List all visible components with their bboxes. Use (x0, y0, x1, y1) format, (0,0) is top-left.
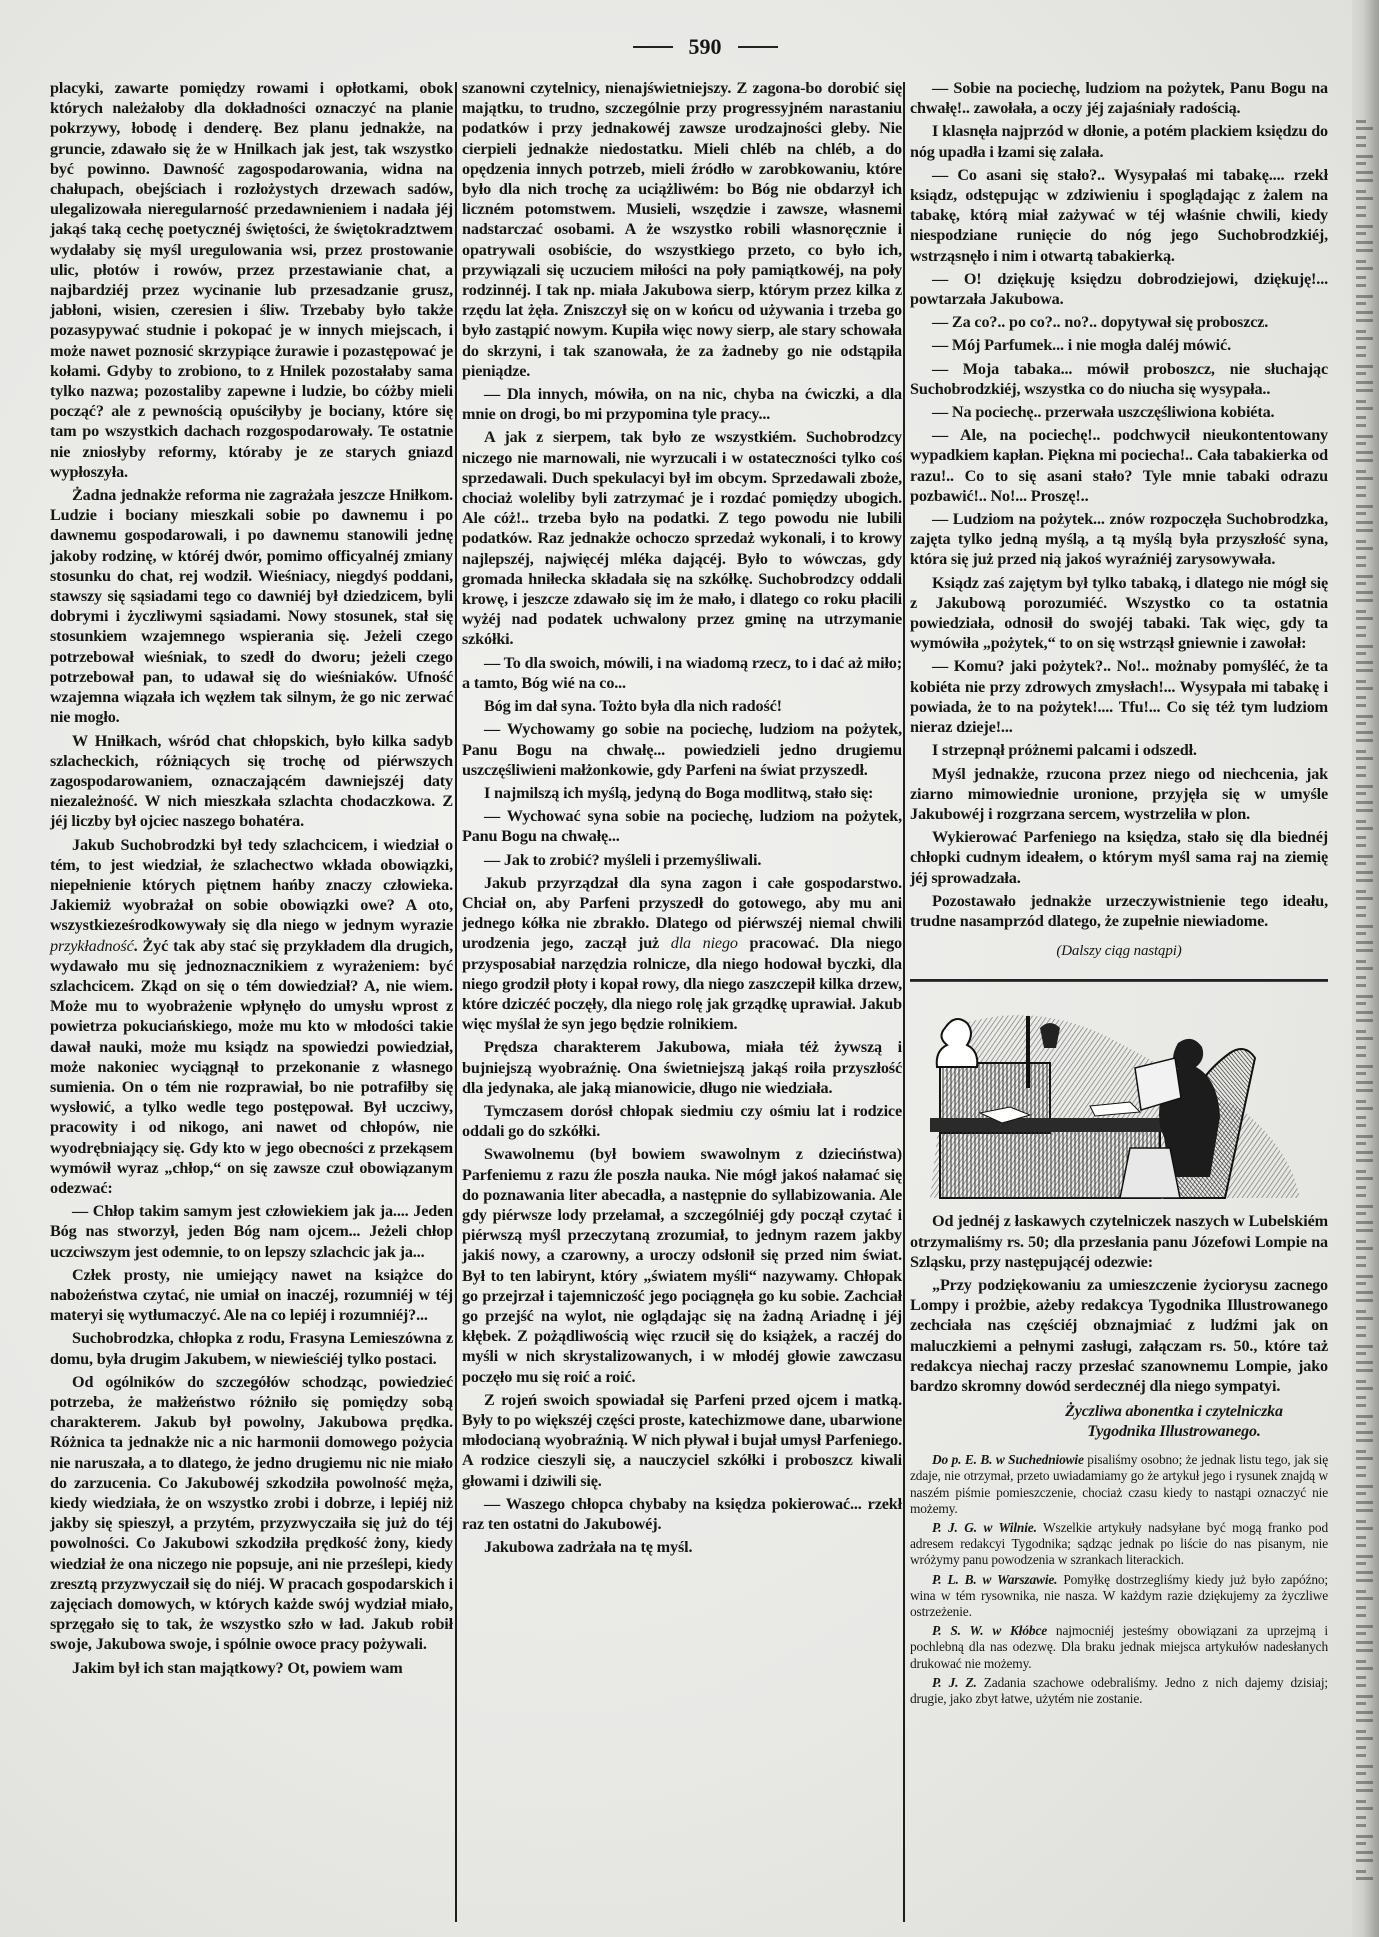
bleed-text-line (1356, 1667, 1373, 1670)
bleed-text-line (1356, 1380, 1366, 1383)
notice-paragraph: Od jednéj z łaskawych czytelniczek naszych w Lubelskiém otrzymaliśmy rs. 50; dla przesłania panu Józefowi Lompie na Szląsku, przy następującéj odezwie: (910, 1212, 1328, 1271)
paragraph: Jakubowa zadrżała na tę myśl. (484, 1538, 693, 1557)
paragraph: — Mój Parfumek... i nie mogła daléj mówić. (932, 336, 1231, 355)
bleed-text-line (1356, 1177, 1373, 1180)
bleed-text-line (1356, 1352, 1366, 1355)
paragraph: — Za co?.. po co?.. no?.. dopytywał się proboszcz. (932, 313, 1269, 332)
paragraph: I strzepnął próżnemi palcami i odszedł. (932, 741, 1197, 760)
paragraph: I klasnęła najprzód w dłonie, a potém plackiem księdzu do nóg upadła i łzami się zalała. (910, 122, 1328, 161)
bleed-text-line (1356, 739, 1373, 742)
bleed-text-line (1356, 1135, 1373, 1138)
bleed-text-line (1356, 442, 1366, 445)
bleed-text-line (1356, 599, 1373, 602)
bleed-text-line (1356, 1835, 1373, 1838)
bleed-text-line (1356, 1030, 1366, 1033)
bleed-text-line (1356, 1625, 1373, 1628)
bleed-text-line (1356, 512, 1366, 515)
paragraph: — Moja tabaka... mówił proboszcz, nie słuchając Suchobrodzkiéj, wszystka co do niucha się wysypała.. (910, 359, 1328, 398)
bleed-text-line (1356, 696, 1366, 699)
bleed-text-line (1356, 1877, 1373, 1880)
bleed-text-line (1356, 967, 1373, 970)
continuation-note: (Dalszy ciąg nastąpi) (1056, 943, 1182, 960)
notice-quote: „Przy podziękowaniu za umieszczenie życiorysu zacnego Lompy i prożbie, ażeby redakcya Tygodnika Illustrowanego zechciała nas częściéj obznajmiać z ludźmi jak on maluczkiemi a pełnymi zasługi, załączam rs. 50., które taż redakcya niechaj raczy przesłać szanownemu Lompie, jako bardzo skromny dowód serdecznéj dla niego sympatyi. (910, 1275, 1328, 1395)
bleed-text-line (1356, 389, 1373, 392)
bleed-text-line (1356, 547, 1373, 550)
paragraph: Ksiądz zaś zajętym był tylko tabaką, i dlatego nie mógł się z Jakubową porozumiéć. Wszystko co ta ostatnia powiedziała, odnosił do swojéj tabaki. Tak więc, gdy ta wymówiła „pożytek,“ to on się wstrząsł gniewnie i zawołał: (910, 573, 1328, 653)
bleed-text-line (1356, 1870, 1366, 1873)
paragraph: A jak z sierpem, tak było ze wszystkiém. Suchobrodzcy niczego nie marnowali, nie wyrzucali i w ostateczności tylko coś sprzedawali. Duch spekulacyi był im obcym. Sprzedawali zboże, chociaż woleliby byli zatrzymać je i rozdać pomiędzy ubogich. Ale cóż!.. trzeba było na podatki. Z tego powodu nie lubili podatków. Raz jednakże ochoczo sprzedaż wykonali, i to krowy najlepszéj, najwięcéj mléka dającéj. Było to wówczas, gdy gromada hniłecka składała się na szkółkę. Suchobrodzcy oddali krowę, i jeszcze zdawało się im że mało, i dlatego co roku płacili wyżéj nad podatek uchwalony przez gminę na utrzymanie szkółki. (462, 428, 902, 649)
bleed-text-line (1356, 1816, 1366, 1819)
bleed-text-line (1356, 925, 1373, 928)
bleed-text-line (1356, 295, 1373, 298)
bleed-text-line (1356, 337, 1373, 340)
signature-line: Tygodnika Illustrowanego. (1087, 1423, 1261, 1441)
bleed-text-line (1356, 407, 1373, 410)
desk-top (930, 1118, 1180, 1132)
bleed-text-line (1356, 1439, 1373, 1442)
bleed-text-line (1356, 645, 1373, 648)
bleed-text-line (1356, 179, 1373, 182)
bleed-text-line (1356, 416, 1366, 419)
bleed-text-line (1356, 1730, 1366, 1733)
bleed-text-line (1356, 1536, 1366, 1539)
paragraph: — O! dziękuję księdzu dobrodziejowi, dziękuję!... powtarzała Jakubowa. (910, 269, 1328, 309)
bleed-text-line (1356, 1859, 1373, 1862)
paragraph: Swawolnemu (był bowiem swawolnym z dzieciństwa) Parfeniemu z razu źle poszła nauka. Nie mógł jakoś nałamać się do poznawania liter abecadła, a następnie do syllabizowania. Ale gdy piérwsze lody przełamał, a szczególniéj gdy począł czytać i piérwszą myśl przeczytaną zrozumiał, to jednym razem jakby jakiś nowy, a czarowny, a uroczy odsłonił się przed nim świat. Był to ten labirynt, który „światem myśli“ nazywamy. Chłopak go przejrzał i tajemniczość jego pociągnęła go ku sobie. Zachciał go przejść na wylot, nie oglądając się na żadną Ariadnę i jéj kłębek. Z pożądliwością więc rzucił się do książek, a raczéj do myśli w nich skrystalizowanych, i w młodéj głowie zawczasu poczęło mu się roić a roić. (462, 1145, 902, 1386)
bleed-text-line (1356, 1326, 1366, 1329)
bleed-text-line (1356, 801, 1373, 804)
bleed-text-line (1356, 1256, 1366, 1259)
column-right (910, 78, 1328, 1710)
bleed-text-line (1356, 941, 1373, 944)
bleed-text-line (1356, 687, 1373, 690)
column-rule-1 (455, 82, 457, 1922)
bleed-text-line (1356, 1299, 1373, 1302)
column-middle (462, 78, 902, 1560)
bleed-text-line (1356, 477, 1373, 480)
bleed-text-line (1356, 1765, 1373, 1768)
paragraph: Żadna jednakże reforma nie zagrażała jeszcze Hniłkom. Ludzie i bociany mieszkali sobie po dawnemu i po dawnemu gospodarowali, i po dawnemu stanowili jednę jakoby rodzinę, w któréj dwór, pomimo officyalnéj zmiany stosunku do chat, rej wodził. Wieśniacy, niegdyś poddani, stawszy się sąsiadami tego co dawniéj był dziedzicem, byli dobrymi i życzliwymi sąsiadami. Nowy stosunek, stał się stosunkiem wzajemnego wspierania się. Jeżeli czego potrzebował wieśniak, to szedł do dworu; jeżeli czego potrzebował pan, to udawał się do wieśniaków. Ufność wzajemna wiązała ich węzłem tak silnym, że go nic zerwać nie mogło. (50, 486, 453, 727)
bleed-text-line (1356, 914, 1366, 917)
bleed-text-line (1356, 1632, 1366, 1635)
bleed-text-line (1356, 1205, 1373, 1208)
bleed-text-line (1356, 1019, 1373, 1022)
bleed-text-line (1356, 470, 1366, 473)
bleed-text-line (1356, 785, 1373, 788)
paragraph: Od ogólników do szczegółów schodząc, powiedzieć potrzeba, że małżeństwo różniło się pomiędzy sobą charakterem. Jakub był powolny, Jakubowa prędka. Różnica ta jednakże nic a nic harmonii domowego pożycia nie naruszała, a to dlatego, że jedno drugiemu nic nie miało do zarzucenia. Co Jakubowéj szkodziła powolność męża, kiedy wiedziała, że on wszystko zrobi i dobrze, i lepiéj niż jakby się spieszył, a przytém, przyzwyczaiła się już do téj powolności. Co Jakubowi szkodziła prędkość żony, kiedy wiedział że ona niczego nie popsuje, ani nie prześlepi, kiedy zresztą przyzwyczaił się do niéj. W pracach gospodarskich i zajęciach domowych, w których każde swój wydział miało, sprzęgało się to tak, że wszystko szło w ład. Jakub robił swoje, Jakubowa swoje, i spólnie owoce pracy pożywali. (50, 1372, 453, 1654)
bleed-text-line (1356, 1711, 1373, 1714)
paragraph: Myśl jednakże, rzucona przez niego od niechcenia, jak ziarno mimowiednie uronione, przyjęła się w umyśle Jakubowéj i rozgrzana sercem, wystrzeliła w plon. (910, 764, 1328, 823)
bleed-text-line (1356, 284, 1366, 287)
column-rule-2 (903, 82, 905, 1922)
bleed-text-line (1356, 1361, 1373, 1364)
bleed-text-line (1356, 346, 1366, 349)
emphasis: przykładność (50, 936, 134, 955)
bleed-text-line (1356, 1579, 1373, 1582)
bleed-text-line (1356, 1649, 1373, 1652)
bleed-text-line (1356, 1334, 1366, 1337)
bleed-text-line (1356, 276, 1366, 279)
bleed-text-line (1356, 1485, 1373, 1488)
bleed-text-line (1356, 486, 1366, 489)
notice-signature (910, 1402, 1318, 1442)
adjacent-page-edge (1352, 0, 1379, 1937)
paragraph: Z rojeń swoich spowiadał się Parfeni przed ojcem i matką. Były to po większéj części proste, katechizmowe dane, ubarwione młodocianą wyobraźnią. W nich pływał i bujał umysł Parfeniego. A rodzice cieszyli się, a nauczyciel szkółki i proboszcz kiwali głowami i dziwili się. (462, 1390, 902, 1490)
recipient: P. J. G. w Wilnie. (932, 1519, 1037, 1535)
bleed-text-line (1356, 774, 1366, 777)
bleed-text-line (1356, 1824, 1366, 1827)
bleed-text-line (1356, 995, 1373, 998)
paragraph: Suchobrodzka, chłopka z rodu, Frasyna Lemieszówna z domu, była drugim Jakubem, w niewieściéj tylko postaci. (50, 1329, 453, 1368)
paragraph: — Ludziom na pożytek... znów rozpoczęła Suchobrodzka, zajęta tylko jedną myślą, a tą myślą była przyszłość syna, która się już przed nią jakoś wyraźniéj zarysowywała. (910, 510, 1328, 569)
bleed-text-line (1356, 400, 1366, 403)
paragraph: Człek prosty, nie umiejący nawet na książce do nabożeństwa czytać, nie umiał on inaczéj, rozumniéj w téj materyi się wytłumaczyć. Ale na co lepiéj i rozumniéj?... (50, 1265, 453, 1325)
bleed-text-line (1356, 1807, 1373, 1810)
emphasis: dla niego (670, 934, 738, 953)
bleed-text-line (1356, 1317, 1373, 1320)
paragraph: — Waszego chłopca chybaby na księdza pokierować... rzekł raz ten ostatni do Jakubowéj. (462, 1494, 902, 1534)
recipient: Do p. E. B. w Suchedniowie (932, 1452, 1084, 1468)
paragraph: — Dla innych, mówiła, on na nic, chyba na ćwiczki, a dla mnie on drogi, bo mi przypomina tyle pracy... (462, 385, 902, 424)
paragraph: — Jak to zrobić? myśleli i przemyśliwali. (484, 850, 762, 869)
bleed-text-line (1356, 932, 1366, 935)
correspondence-item: P. J. G. w Wilnie. Wszelkie artykuły nadsyłane być mogą franko pod adresem redakcyi Tygodnika; sądząc jednak po liście do nas pisanym, nie wróżymy panu powodzenia w szrankach literackich. (910, 1519, 1328, 1568)
bleed-text-line (1356, 766, 1366, 769)
bleed-text-line (1356, 1842, 1366, 1845)
bleed-text-line (1356, 652, 1366, 655)
bleed-text-line (1356, 1746, 1366, 1749)
bleed-text-line (1356, 1695, 1373, 1698)
bleed-text-line (1356, 1124, 1366, 1127)
bleed-text-line (1356, 1240, 1366, 1243)
bleed-text-line (1356, 372, 1366, 375)
paragraph: I najmilszą ich myślą, jedyną do Boga modlitwą, stało się: (484, 783, 874, 802)
bleed-text-line (1356, 1466, 1366, 1469)
bleed-text-line (1356, 1737, 1373, 1740)
paragraph: Wykierować Parfeniego na księdza, stało się dla biednéj chłopki cudnym ideałem, o którym myśl sama raj na ziemię jéj sprowadzała. (910, 828, 1328, 887)
bleed-text-line (1356, 1800, 1366, 1803)
page-number-header (620, 34, 790, 60)
engraving-illustration (910, 988, 1328, 1203)
bleed-text-line (1356, 232, 1366, 235)
bleed-text-line (1356, 267, 1373, 270)
bleed-text-line (1356, 1676, 1366, 1679)
bleed-text-line (1356, 1404, 1366, 1407)
bleed-text-line (1356, 214, 1366, 217)
bleed-text-line (1356, 1046, 1366, 1049)
bleed-text-line (1356, 591, 1373, 594)
bleed-text-line (1356, 575, 1373, 578)
paragraph: — Chłop takim samym jest człowiekiem jak ja.... Jeden Bóg nas stworzył, jeden Bóg nam ojcem... Jeżeli chłop uczciwszym jest odemnie, to on lepszy szlachcic jak ja... (50, 1202, 453, 1261)
bleed-text-line (1356, 1151, 1373, 1154)
bleed-text-line (1356, 610, 1366, 613)
bleed-text-line (1356, 1520, 1366, 1523)
bleed-text-line (1356, 634, 1366, 637)
bleed-text-line (1356, 1851, 1373, 1854)
bleed-text-line (1356, 750, 1366, 753)
bleed-text-line (1356, 451, 1373, 454)
bleed-text-line (1356, 715, 1373, 718)
correspondence-item: P. J. Z. Zadania szachowe odebraliśmy. Jedno z nich dajemy dzisiaj; drugie, jako zbyt łatwe, użytém nie zostanie. (910, 1674, 1328, 1706)
bleed-text-line (1356, 1011, 1373, 1014)
bleed-text-line (1356, 505, 1373, 508)
bleed-text-line (1356, 1754, 1366, 1757)
bleed-text-line (1356, 1641, 1373, 1644)
bleed-text-line (1356, 1275, 1373, 1278)
bleed-text-line (1356, 1614, 1366, 1617)
bleed-text-line (1356, 1072, 1366, 1075)
signature-line: Życzliwa abonentka i czytelniczka (1065, 1403, 1283, 1421)
column-left (50, 78, 453, 1681)
bleed-text-line (1356, 669, 1373, 672)
bleed-text-line (1356, 1054, 1366, 1057)
bleed-text-line (1356, 381, 1373, 384)
correspondence-item: P. L. B. w Warszawie. Pomyłkę dostrzegliśmy kiedy już było zapóźno; wina w tém rysownika, nie nasza. W każdym razie dziękujemy za życzliwe ostrzeżenie. (910, 1571, 1329, 1619)
bleed-text-line (1356, 311, 1373, 314)
bleed-text-line (1356, 302, 1366, 305)
paragraph: Jakim był ich stan majątkowy? Ot, powiem wam (72, 1658, 403, 1677)
bleed-text-line (1356, 1100, 1366, 1103)
bleed-text-line (1356, 617, 1373, 620)
bleed-text-line (1356, 890, 1366, 893)
man-legs (1120, 1148, 1180, 1198)
bleed-text-line (1356, 1431, 1373, 1434)
bleed-text-line (1356, 1719, 1373, 1722)
bleed-text-line (1356, 661, 1373, 664)
paragraph: — Wychowamy go sobie na pociechę, ludziom na pożytek, Panu Bogu na chwałę... powiedzieli jedno drugiemu uszczęśliwieni małżonkowie, gdy Parfeni na świat przyszedł. (462, 720, 902, 779)
correspondence-item: Do p. E. B. w Suchedniowie pisaliśmy osobno; że jednak listu tego, jak się zdaje, nie otrzymał, przeto uwiadamiamy go że artykuł jego i rysunek znajdą w naszém piśmie pomieszczenie, chociaż czasu kiedy to nastąpi oznaczyć nie możemy. (910, 1452, 1328, 1516)
paragraph: — Sobie na pociechę, ludziom na pożytek, Panu Bogu na chwałę!.. zawołała, a oczy jéj zajaśniały radością. (910, 79, 1328, 118)
bleed-text-line (1356, 680, 1366, 683)
paragraph: — To dla swoich, mówili, i na wiadomą rzecz, to i dać aż miło; a tamto, Bóg wié na co... (462, 653, 902, 692)
bleed-text-line (1356, 1702, 1366, 1705)
bleed-text-line (1356, 120, 1366, 123)
recipient: P. L. B. w Warszawie. (932, 1571, 1058, 1587)
paragraph: — Wychować syna sobie na pociechę, ludziom na pożytek, Panu Bogu na chwałę... (462, 807, 902, 846)
bleed-text-line (1356, 1684, 1366, 1687)
bleed-text-line (1356, 1527, 1373, 1530)
bleed-text-line (1356, 1116, 1366, 1119)
bleed-text-line (1356, 949, 1373, 952)
bleed-text-line (1356, 836, 1366, 839)
recipient: P. S. W. w Kłóbce (932, 1623, 1048, 1639)
bleed-text-line (1356, 582, 1366, 585)
paragraph: W Hniłkach, wśród chat chłopskich, było kilka sadyb szlacheckich, różniących się trochę od piérwszych zagospodarowaniem, oznaczającém dawniejszéj daty niezależność. W nich mieszkała szlachta chodaczkowa. Z jéj liczby był ojciec naszego bohatéra. (50, 731, 453, 831)
section-divider (910, 979, 1328, 982)
bleed-text-line (1356, 424, 1366, 427)
bleed-text-line (1356, 155, 1373, 158)
bleed-text-line (1356, 556, 1366, 559)
bleed-text-line (1356, 704, 1366, 707)
bleed-text-line (1356, 127, 1373, 130)
paragraph: placyki, zawarte pomiędzy rowami i opłotkami, obok których należałoby dla dokładności oznaczyć na planie pokrzywy, łobodę i denderę. Bez planu jednakże, na gruncie, zdawało się że w Hnilkach jak jest, tak wszystko być powinno. Dawność zagospodarowania, widna na chałupach, obejściach i rozłożystych drzewach sadów, ulegalizowała nieregularność przedawnieniem i nadała jéj jakąś taką cechę poetycznéj świętości, że świętokradztwem wydałaby się myśl uregulowania wsi, przez prostowanie ulic, płotów i rowów, przez przestawianie chat, a najbardziéj przez wycinanie lub przesadzanie grusz, jabłoni, wisien, czeresien i śliw. Trzebaby było także pozasypywać studnie i pokopać je w innych miejscach, i może nawet poznosić skrzypiące żurawie i pozastępować je kołami. Gdyby to zrobiono, to z Hnilek pozostałaby sama tylko nazwa; pozostaliby zapewne i ludzie, bo cóżby mieli począć? ale z pewnością opuściłyby je bociany, które się tam po wszystkich dachach rozgospodarowały. Te ostatnie nie zniosłyby reformy, któraby je ze starych gniazd wypłoszyła. (50, 79, 453, 481)
recipient: P. J. Z. (932, 1674, 977, 1690)
bleed-text-line (1356, 1170, 1366, 1173)
bleed-text-line (1356, 136, 1366, 139)
bleed-text-line (1356, 722, 1366, 725)
bleed-text-line (1356, 1606, 1366, 1609)
bleed-text-line (1356, 319, 1373, 322)
rule-right (738, 46, 778, 48)
bleed-text-line (1356, 1221, 1373, 1224)
paragraph: — Co asani się stało?.. Wysypałaś mi tabakę.... rzekł ksiądz, odstępując w zdziwieniu i spoglądając z żalem na tabakę, którą miał zażywać w téj właśnie chwili, kiedy niespodziane runięcie do nóg jego Suchobrodzkiéj, wstrząsnęło i nim i otwartą tabakierką. (910, 165, 1328, 265)
bleed-text-line (1356, 1081, 1373, 1084)
bleed-text-line (1356, 1065, 1373, 1068)
bleed-text-line (1356, 1247, 1373, 1250)
rule-left (633, 46, 673, 48)
bleed-text-line (1356, 1194, 1366, 1197)
bleed-text-line (1356, 906, 1366, 909)
bleed-text-line (1356, 1492, 1366, 1495)
bleed-text-line (1356, 241, 1373, 244)
bleed-text-line (1356, 862, 1366, 865)
bleed-text-line (1356, 792, 1366, 795)
bleed-text-line (1356, 1597, 1373, 1600)
bleed-text-line (1356, 144, 1366, 147)
bleed-text-line (1356, 521, 1373, 524)
paragraph: Prędsza charakterem Jakubowa, miała téż żywszą i bujniejszą wyobraźnię. Ona świetniejszą jakąś roiła przyszłość dla jedynaka, ale jaką mianowicie, długo nie wiedziała. (462, 1038, 902, 1097)
bleed-text-line (1356, 1590, 1366, 1593)
bleed-text-line (1356, 162, 1366, 165)
paragraph: Pozostawało jednakże urzeczywistnienie tego ideału, trudne nasamprzód dlatego, że zupełnie niewiadome. (910, 891, 1328, 930)
bleed-text-line (1356, 171, 1373, 174)
bleed-text-line (1356, 564, 1366, 567)
bleed-text-line (1356, 365, 1373, 368)
paragraph: Bóg im dał syna. Tożto była dla nich radość! (484, 697, 782, 716)
bleed-text-line (1356, 757, 1373, 760)
bleed-text-line (1356, 827, 1373, 830)
paragraph: Tymczasem dorósł chłopak siedmiu czy ośmiu lat i rodzice oddali go do szkółki. (462, 1101, 902, 1141)
bleed-text-line (1356, 206, 1366, 209)
bleed-text-line (1356, 1159, 1373, 1162)
bleed-text-line (1356, 1509, 1373, 1512)
bleed-text-line (1356, 529, 1373, 532)
bleed-text-line (1356, 1107, 1373, 1110)
bleed-text-line (1356, 1310, 1366, 1313)
paragraph: — Ale, na pociechę!.. podchwycił nieukontentowany wypadkiem kapłan. Piękna mi pociecha!.. Cała tabakierka od razu!.. Co to się asani stało? Tyle mnie tabaki odrazu pozbawić!.. No!... Proszę!.. (910, 426, 1328, 505)
bleed-text-line (1356, 1142, 1366, 1145)
bleed-text-line (1356, 1291, 1373, 1294)
bleed-text-line (1356, 820, 1366, 823)
bleed-text-line (1356, 984, 1366, 987)
bleed-text-line (1356, 871, 1373, 874)
bleed-text-line (1356, 435, 1373, 438)
paragraph: Jakub przyrządzał dla syna zagon i całe gospodarstwo. Chciał on, aby Parfeni przyszedł do gotowego, aby mu ani jednego kółka nie zbrakło. Dlatego od piérwszéj niemal chwili urodzenia jego, zaczął już dla niego pracować. Dla niego przysposabiał narzędzia rolnicze, dla niego hodował byczki, dla niego grodził płoty i kopał rowy, dla niego zaszczepił kilka drzew, które dziczéć poczęły, dla niego rolę jak grządkę uprawiał. Jakub więc myślał że syn jego będzie rolnikiem. (462, 873, 902, 1034)
bleed-text-line (1356, 1450, 1366, 1453)
bleed-text-line (1356, 844, 1366, 847)
bleed-text-line (1356, 1772, 1366, 1775)
bleed-text-line (1356, 897, 1373, 900)
bleed-text-line (1356, 354, 1366, 357)
bleed-text-line (1356, 494, 1366, 497)
bleed-text-line (1356, 1002, 1366, 1005)
paragraph: szanowni czytelnicy, nienajświetniejszy. Z zagona-bo dorobić się majątku, to trudno, szczególnie przy progressyjném narastaniu podatków i przy jednakowéj zawsze urodzajności gleby. Nie cierpieli jednakże niedostatku. Mieli chléb na chléb, a do opędzenia innych potrzeb, mieli źródło w zarobkowaniu, które było dla nich trochę za uciążliwém: bo Bóg nie obdarzył ich liczném potomstwem. Musieli, wszędzie i zawsze, własnemi nadstarczać osobami. A że wszystko robili własnoręcznie i opatrywali osobiście, do wszystkiego przeto, co było ich, przywiązali się uczuciem miłości na poły pamiątkowéj, na poły rodzinnéj. I tak np. miała Jakubowa sierp, którym przez kilka z rzędu lat żęła. Zniszczył się on w końcu od używania i trzeba go było zastąpić nowym. Kupiła więc nowy sierp, ale stary schowała do skrzyni, i tak szanowała, że za żadneby go nie odstąpiła pieniądze. (462, 79, 902, 380)
bleed-text-line (1356, 731, 1373, 734)
correspondence-section (910, 1452, 1328, 1707)
paragraph: — Komu? jaki pożytek?.. No!.. możnaby pomyśléć, że ta kobiéta nie przy zdrowych zmysłach!... Wysypała mi tabakę i powiada, że to na pożytek!.... Tfu!... Co się téż tym ludziom nieraz dzieje!... (910, 657, 1328, 737)
bleed-text-line (1356, 1781, 1373, 1784)
correspondence-item: P. S. W. w Kłóbce najmocniéj jesteśmy obowiązani za uprzejmą i pochlebną dla nas odezwę. Dla braku jednak miejsca artykułów nadesłanych drukować nie możemy. (910, 1623, 1328, 1671)
bleed-text-line (1356, 540, 1366, 543)
bleed-text-line (1356, 960, 1366, 963)
bleed-text-line (1356, 976, 1366, 979)
bleed-text-line (1356, 260, 1366, 263)
bleed-text-line (1356, 1562, 1366, 1565)
bleed-text-line (1356, 1474, 1366, 1477)
bleed-text-line (1356, 1089, 1373, 1092)
bleed-text-line (1356, 190, 1366, 193)
bleed-text-line (1356, 626, 1366, 629)
bleed-text-line (1356, 1457, 1373, 1460)
page-number: 590 (688, 34, 722, 59)
bleed-text-line (1356, 1789, 1373, 1792)
bleed-text-line (1356, 1282, 1366, 1285)
bleed-text-line (1356, 1422, 1366, 1425)
bleed-text-line (1356, 330, 1366, 333)
bleed-text-line (1356, 249, 1373, 252)
bleed-text-line (1356, 809, 1373, 812)
bleed-text-line (1356, 1555, 1373, 1558)
bleed-text-line (1356, 1660, 1366, 1663)
bleed-text-line (1356, 1415, 1373, 1418)
bleed-text-line (1356, 879, 1373, 882)
bleed-text-line (1356, 1186, 1366, 1189)
bleed-text-line (1356, 1264, 1366, 1267)
bleed-text-line (1356, 855, 1373, 858)
bleed-text-line (1356, 459, 1373, 462)
paragraph: — Na pociechę.. przerwała uszczęśliwiona kobiéta. (932, 403, 1275, 422)
bleed-text-line (1356, 1571, 1373, 1574)
bleed-text-line (1356, 1369, 1373, 1372)
bleed-text-line (1356, 1212, 1366, 1215)
bleed-text-line (1356, 197, 1373, 200)
bleed-text-line (1356, 225, 1373, 228)
bleed-text-line (1356, 1345, 1373, 1348)
bleed-text-line (1356, 1037, 1373, 1040)
bleed-text-line (1356, 1544, 1366, 1547)
bleed-text-line (1356, 1229, 1373, 1232)
bleed-text-line (1356, 1501, 1373, 1504)
bleed-text-line (1356, 1387, 1373, 1390)
paragraph: Jakub Suchobrodzki był tedy szlachcicem, i wiedział o tém, to jest wiedział, że szlachectwo wkłada obowiązki, niepełnienie których piętnem hańby znaczy człowieka. Jakiemiż wyobrażał on sobie obowiązki owe? A oto, wszystkieześrodkowywały się dla niego w jednym wyrazie przykładność. Żyć tak aby stać się przykładem dla drugich, wydawało mu się jednoznacznikiem z wyrażeniem: być szlachcicem. Zkąd on się o tém dowiedział? A, nie wiem. Może mu to wyobrażenie wpłynęło do umysłu wprost z powietrza pokuciańskiego, może mu kto w młodości takie dawał nauki, może mu ksiądz na spowiedzi powiedział, może nakoniec wyciągnął to przekonanie z własnego sumienia. On o tém nie rozprawiał, bo nie potrafiłby się wysłowić, a tylko wedle tego postępował. Był uczciwy, pracowity i od nikogo, ani nawet od chłopów, nie wyodrębniający się. Gdy kto w jego obecności z przekąsem wymówił wyraz „chłop,“ on się zawsze czuł obowiązanym odezwać: (50, 835, 453, 1197)
bleed-text-line (1356, 1396, 1366, 1399)
